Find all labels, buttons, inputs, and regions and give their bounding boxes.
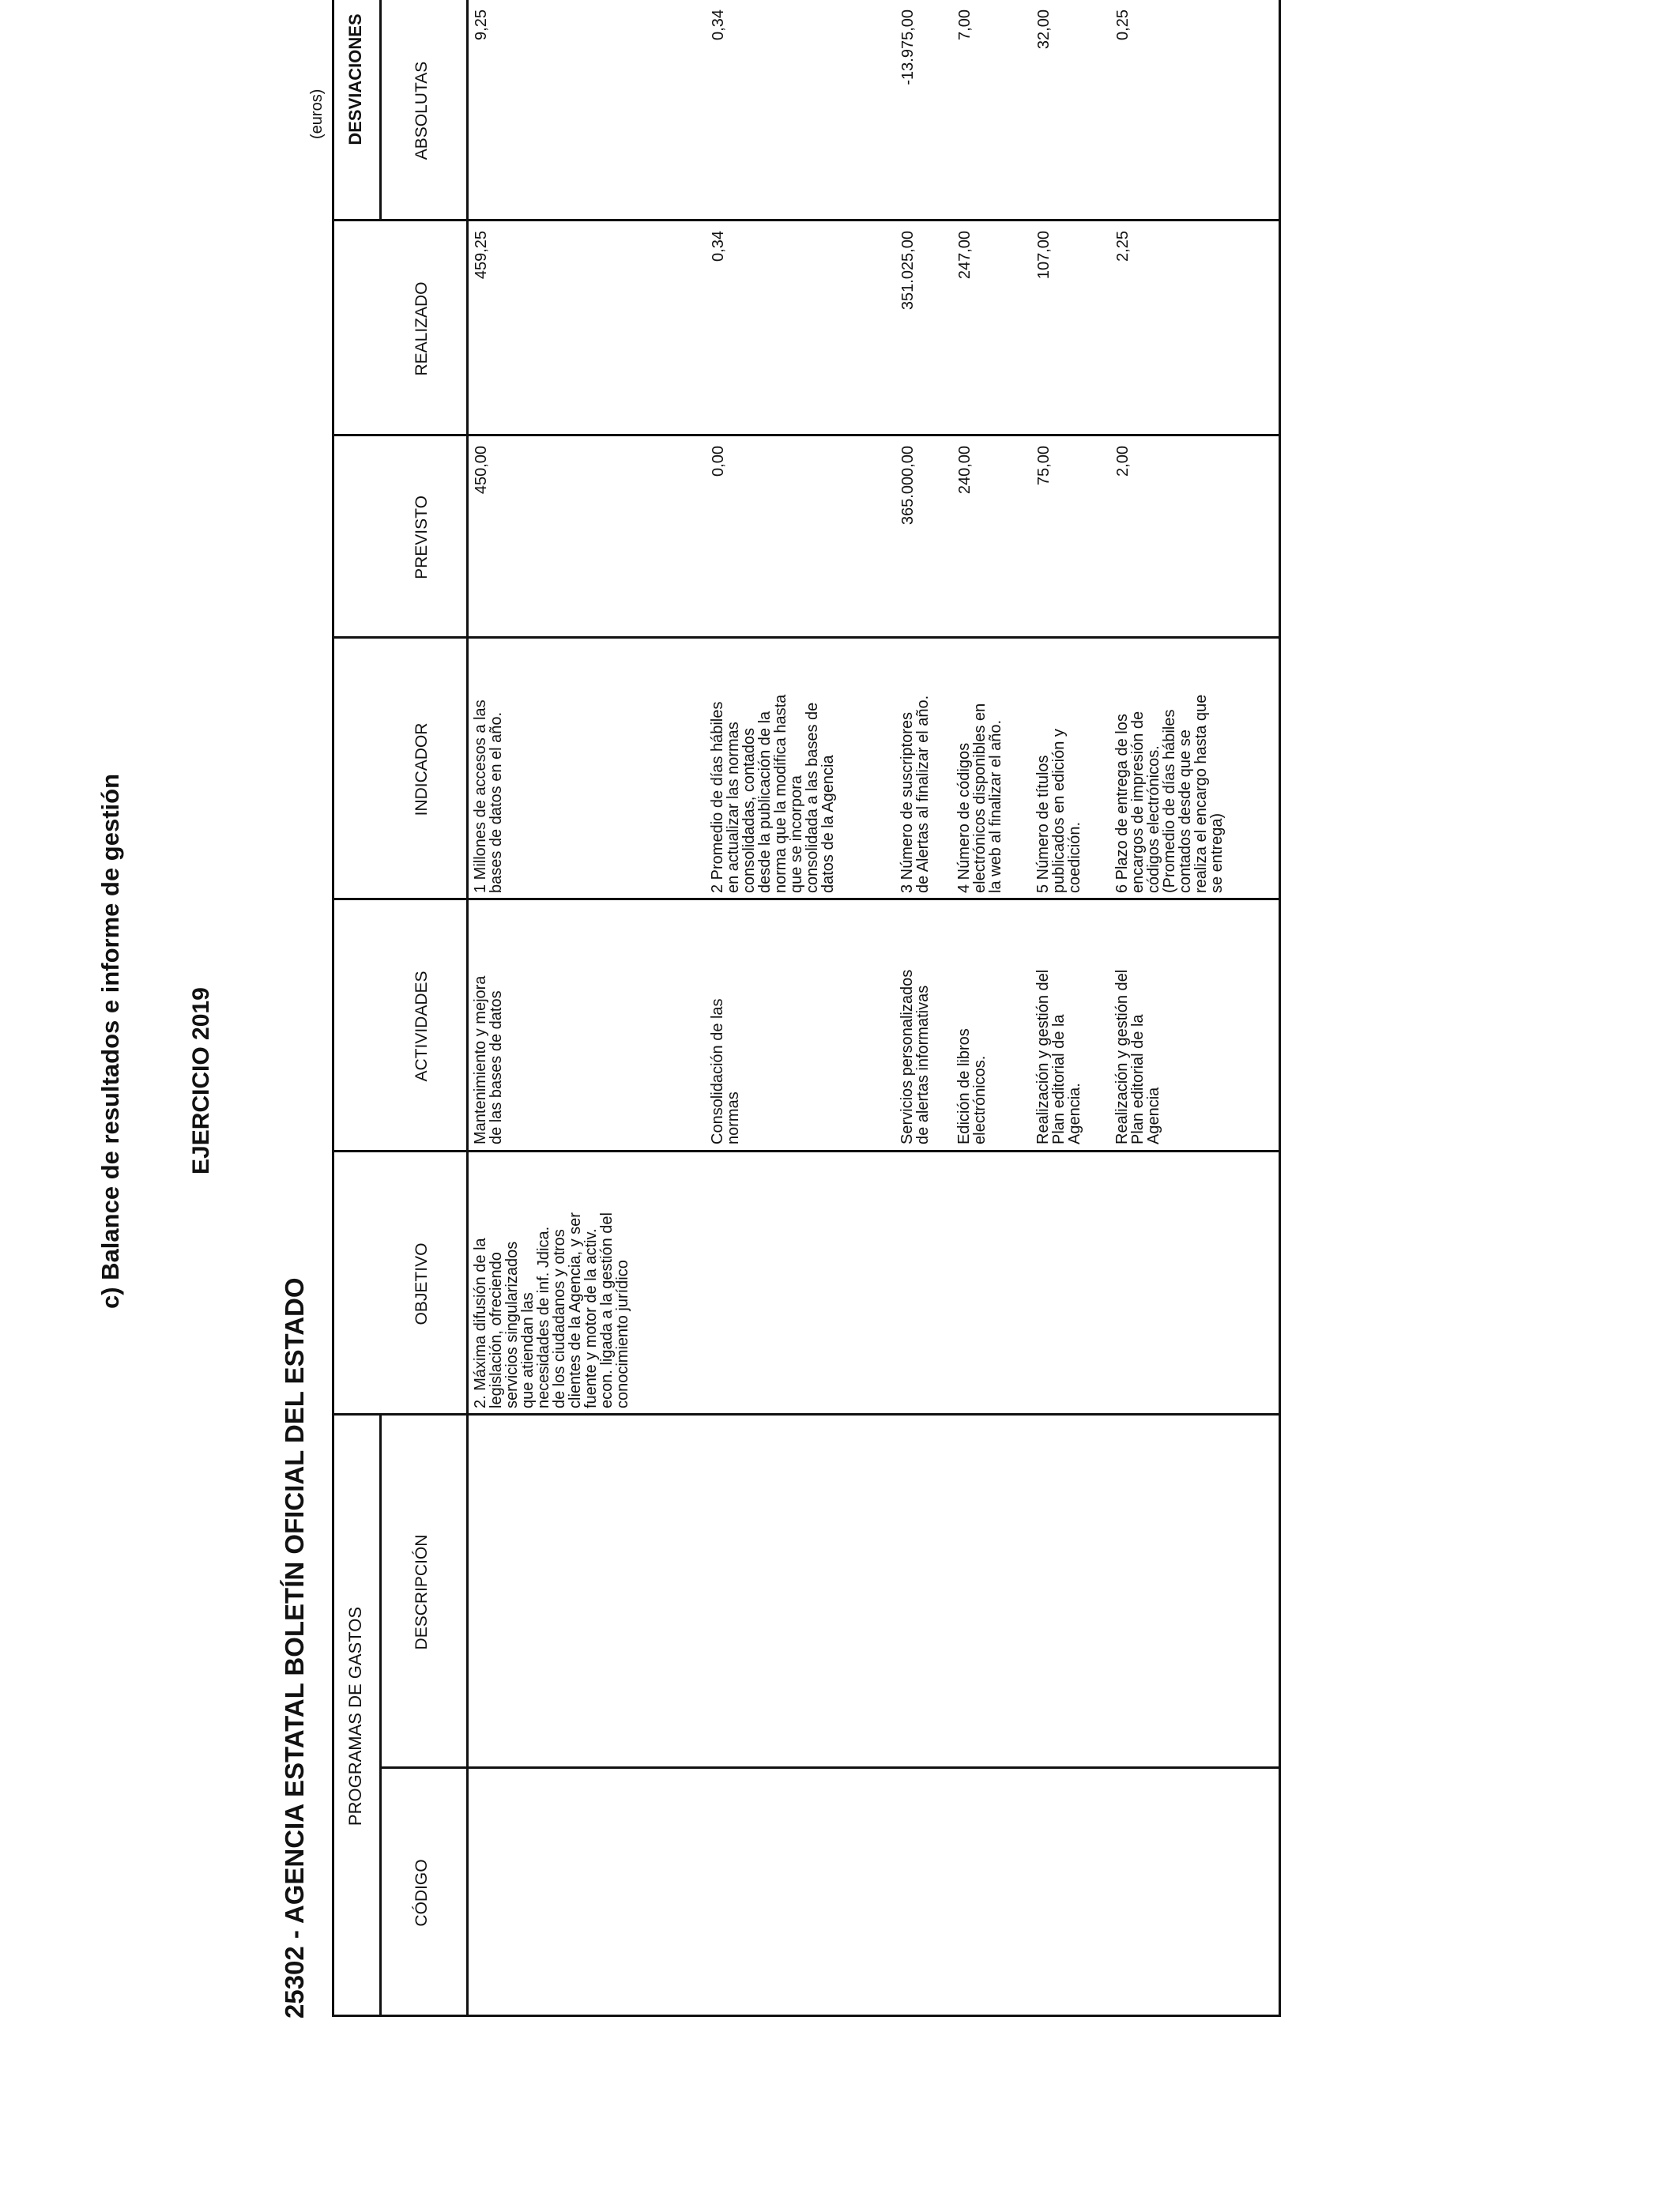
activity-cell: Edición de libros electrónicos. xyxy=(955,1028,989,1144)
indicator-cell: 4 Número de códigos electrónicos disponibles en la web al finalizar el año. xyxy=(955,703,1004,893)
previsto-cell: 2,00 xyxy=(1114,446,1132,477)
col-header-indicador: INDICADOR xyxy=(412,722,431,816)
absolutas-cell: 7,00 xyxy=(956,9,974,40)
objective-text: 2. Máxima difusión de la legislación, ofreciendo servicios singularizados que atiendan las necesidades de inf. Jdica. de los ciudadanos y otros clientes de la Agencia, y ser fuente y motor de la activ. econ. ligada a la gestión del conocimiento jurídico xyxy=(472,1212,631,1408)
realizado-cell: 107,00 xyxy=(1035,231,1053,280)
col-header-actividades: ACTIVIDADES xyxy=(412,971,431,1082)
activity-cell: Consolidación de las normas xyxy=(709,998,742,1144)
absolutas-cell: -13.975,00 xyxy=(899,9,917,85)
previsto-cell: 365.000,00 xyxy=(899,446,917,526)
previsto-cell: 0,00 xyxy=(710,446,727,477)
col-header-previsto: PREVISTO xyxy=(412,496,431,579)
absolutas-cell: 9,25 xyxy=(473,9,490,40)
realizado-cell: 459,25 xyxy=(473,231,490,280)
col-header-codigo: CÓDIGO xyxy=(412,1859,431,1927)
col-divider-actividades xyxy=(332,898,1281,900)
table-border-bottom xyxy=(1279,0,1281,2017)
table-border-left xyxy=(332,2015,1281,2017)
indicator-cell: 1 Millones de accesos a las bases de datos en el año. xyxy=(472,699,505,893)
group-header-desviaciones: DESVIACIONES xyxy=(345,13,365,145)
table-border-top xyxy=(332,0,334,2017)
group-header-divider-desviaciones xyxy=(379,0,382,221)
activity-cell: Realización y gestión del Plan editorial de la Agencia. xyxy=(1034,969,1083,1144)
indicator-cell: 2 Promedio de días hábiles en actualizar las normas consolidadas, contados desde la publicación de la norma que la modifica hasta que se incorpora consolidada a las bases de datos de la Agencia xyxy=(709,694,837,893)
col-divider-objetivo xyxy=(332,1150,1281,1152)
indicator-cell: 3 Número de suscriptores de Alertas al finalizar el año. xyxy=(898,695,932,893)
col-header-absolutas: ABSOLUTAS xyxy=(412,61,431,160)
previsto-cell: 240,00 xyxy=(956,446,974,495)
previsto-cell: 450,00 xyxy=(473,446,490,495)
realizado-cell: 351.025,00 xyxy=(899,231,917,311)
activity-cell: Servicios personalizados de alertas informativas xyxy=(898,969,932,1144)
col-divider-codigo xyxy=(379,1766,1281,1769)
col-divider-descripcion xyxy=(332,1413,1281,1416)
absolutas-cell: 0,34 xyxy=(710,9,727,40)
col-header-objetivo: OBJETIVO xyxy=(412,1242,431,1325)
entity-heading: 25302 - AGENCIA ESTATAL BOLETÍN OFICIAL DEL ESTADO xyxy=(280,1277,309,2019)
absolutas-cell: 0,25 xyxy=(1114,9,1132,40)
col-header-realizado: REALIZADO xyxy=(412,281,431,376)
realizado-cell: 2,25 xyxy=(1114,231,1132,262)
indicator-cell: 6 Plazo de entrega de los encargos de impresión de códigos electrónicos. (Promedio de días hábiles contados desde que se realiza el encargo hasta que se entrega) xyxy=(1113,694,1226,893)
group-header-divider-programas xyxy=(379,1416,382,2017)
section-title: c) Balance de resultados e informe de gestión xyxy=(96,773,124,1309)
activity-cell: Mantenimiento y mejora de las bases de datos xyxy=(472,975,505,1144)
unit-label: (euros) xyxy=(308,89,326,139)
exercise-title: EJERCICIO 2019 xyxy=(188,987,214,1174)
header-bottom-line xyxy=(466,0,469,2017)
realizado-cell: 247,00 xyxy=(956,231,974,280)
group-header-programas: PROGRAMAS DE GASTOS xyxy=(345,1606,365,1826)
realizado-cell: 0,34 xyxy=(710,231,727,262)
absolutas-cell: 32,00 xyxy=(1035,9,1053,50)
previsto-cell: 75,00 xyxy=(1035,446,1053,486)
col-header-descripcion: DESCRIPCIÓN xyxy=(412,1534,431,1650)
activity-cell: Realización y gestión del Plan editorial de la Agencia xyxy=(1113,969,1162,1144)
indicator-cell: 5 Número de títulos publicados en edición y coedición. xyxy=(1034,729,1083,893)
